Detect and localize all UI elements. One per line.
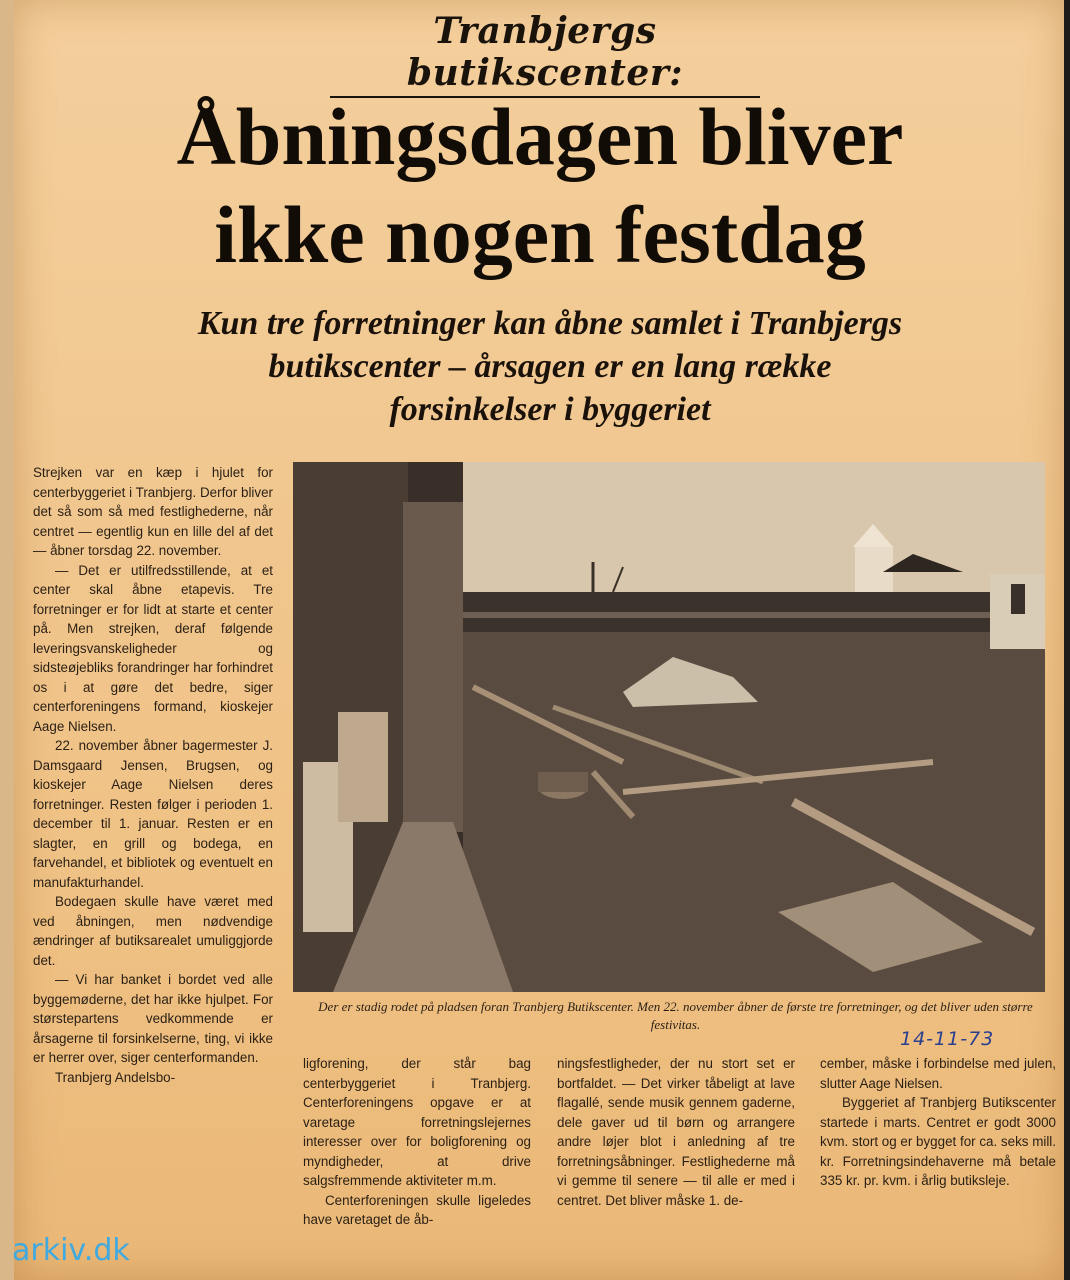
headline-line-1: Åbningsdagen bliver: [176, 91, 904, 182]
paragraph: Centerforeningen skulle ligeledes have varetaget de åb-: [303, 1192, 531, 1227]
subheadline: [80, 302, 1020, 431]
kicker: Tranbjergs butikscenter:: [330, 10, 760, 98]
subheadline-line-1: Kun tre forretninger kan åbne samlet i Tranbjergs: [197, 305, 903, 342]
paragraph: Byggeriet af Tranbjerg Butikscenter startede i marts. Centret er godt 3000 kvm. stort og er bygget for ca. seks mill. kr. Forretningsindehaverne må betale 335 kr. pr. kvm. i årlig butiksleje.: [820, 1095, 1056, 1188]
photo-caption: Der er stadig rodet på pladsen foran Tranbjerg Butikscenter. Men 22. november åbner de første tre forretninger, og det bliver uden større festivitas.: [318, 999, 1033, 1032]
handwritten-date: 14-11-73: [900, 1028, 995, 1050]
paragraph: — Vi har banket i bordet ved alle byggemøderne, det har ikke hjulpet. For størstepartens vedkommende er årsagerne til forsinkelserne, ting, vi ikke er herrer over, siger centerformanden.: [33, 972, 273, 1065]
paragraph: ningsfestligheder, der nu stort set er bortfaldet. — Det virker tåbeligt at lave flagallé, sende musik gennem gaderne, dele gaver ud til børn og arrangere andre løjer blot i anledning af tre forretningsåbninger. Festlighederne må vi gemme til senere — til alle er med i centret. Det bliver måske 1. de-: [557, 1056, 795, 1208]
paragraph: Bodegaen skulle have været med ved åbningen, men nødvendige ændringer af butiksarealet umuliggjorde det.: [33, 894, 273, 968]
paragraph: — Det er utilfredsstillende, at et center skal åbne etapevis. Tre forretninger er for lidt at starte et center på. Men strejken, deraf følgende leveringsvanskeligheder og sidsteøjebliks forandringer har forhindret os i at gøre det bedre, siger centerforeningens formand, kioskejer Aage Nielsen.: [33, 562, 273, 734]
paragraph: ligforening, der står bag centerbyggeriet i Tranbjerg. Centerforeningens opgave er at varetage forretningslejernes interesser over for boligforening og myndigheder, at drive salgsfremmende aktiviteter m.m.: [303, 1056, 531, 1188]
paragraph: cember, måske i forbindelse med julen, slutter Aage Nielsen.: [820, 1056, 1056, 1091]
subheadline-line-2: butikscenter – årsagen er en lang række: [268, 348, 832, 385]
paragraph: Strejken var en kæp i hjulet for centerbyggeriet i Tranbjerg. Derfor bliver det så som så med festlighederne, når centret — egentlig kun en lille del af det — åbner torsdag 22. november.: [33, 465, 273, 558]
article-column-2: [303, 1054, 531, 1230]
subheadline-line-3: forsinkelser i byggeriet: [389, 391, 711, 428]
article-column-3: [557, 1054, 795, 1210]
article-column-4: [820, 1054, 1056, 1191]
headline-line-2: ikke nogen festdag: [214, 189, 866, 280]
arkiv-dk-watermark: arkiv.dk: [12, 1233, 130, 1268]
article-column-1: [33, 463, 273, 1087]
headline: [60, 88, 1020, 284]
paragraph: 22. november åbner bagermester J. Damsgaard Jensen, Brugsen, og kioskejer Aage Nielsen deres forretninger. Resten følger i perioden 1. december til 1. januar. Resten er en slagter, en grill og bodega, en farvehandel, et bibliotek og eventuelt en manufakturhandel.: [33, 738, 273, 890]
paragraph: Tranbjerg Andelsbo-: [55, 1069, 176, 1085]
construction-site-photo: [293, 462, 1045, 992]
